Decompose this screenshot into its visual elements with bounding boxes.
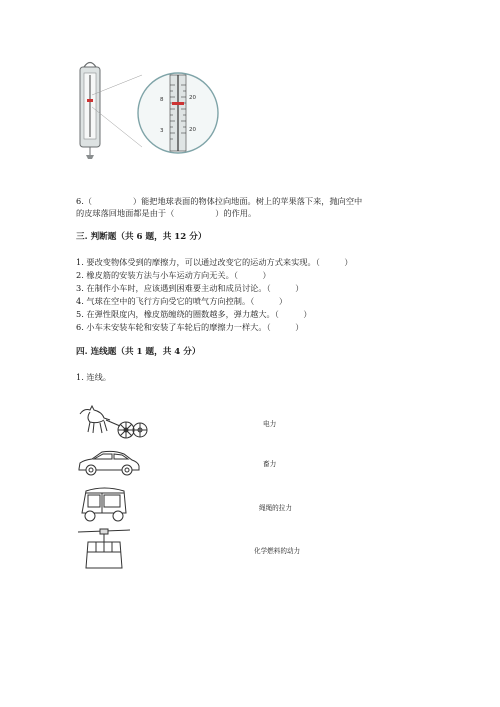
horse-cart-icon bbox=[76, 400, 148, 440]
match-option-3: 绳绳的拉力 bbox=[259, 504, 292, 512]
judge-item-3: 3. 在制作小车时，应该遇到困难要主动和成员讨论。（ ） bbox=[76, 283, 304, 293]
judge-item-5: 5. 在弹性限度内，橡皮筋缠绕的圈数越多，弹力越大。（ ） bbox=[76, 309, 312, 319]
matching-question-1: 1. 连线。 bbox=[76, 372, 111, 382]
magnified-scale-lens bbox=[138, 73, 218, 153]
lens-label-right-1: 20 bbox=[189, 95, 196, 101]
auto-rickshaw-icon bbox=[76, 483, 132, 525]
lens-label-right-2: 20 bbox=[189, 127, 196, 133]
lens-label-left-2: 3 bbox=[160, 128, 164, 134]
judge-item-6: 6. 小车未安装车轮和安装了车轮后的摩擦力一样大。（ ） bbox=[76, 322, 304, 332]
section3-heading: 三. 判断题（共 6 题，共 12 分） bbox=[76, 232, 207, 242]
match-option-1: 电力 bbox=[263, 420, 277, 428]
judge-item-2: 2. 橡皮筋的安装方法与小车运动方向无关。（ ） bbox=[76, 270, 271, 280]
judge-item-1: 1. 要改变物体受到的摩擦力，可以通过改变它的运动方式来实现。（ ） bbox=[76, 257, 353, 267]
spring-scale-icon bbox=[80, 63, 142, 160]
spring-scale-figure bbox=[72, 55, 222, 167]
judge-item-4: 4. 气球在空中的飞行方向受它的喷气方向控制。（ ） bbox=[76, 296, 288, 306]
match-option-4: 化学燃料的动力 bbox=[254, 547, 301, 555]
cable-car-icon bbox=[76, 528, 132, 574]
car-icon bbox=[76, 447, 142, 479]
section4-heading: 四. 连线题（共 1 题，共 4 分） bbox=[76, 347, 201, 357]
match-option-2: 畜力 bbox=[263, 460, 277, 468]
q6-line2: 的皮球落回地面都是由于（ ）的作用。 bbox=[76, 208, 257, 218]
lens-label-left-1: 8 bbox=[160, 97, 164, 103]
q6-line1: 6.（ ）能把地球表面的物体拉向地面。树上的苹果落下来，抛向空中 bbox=[76, 196, 363, 206]
